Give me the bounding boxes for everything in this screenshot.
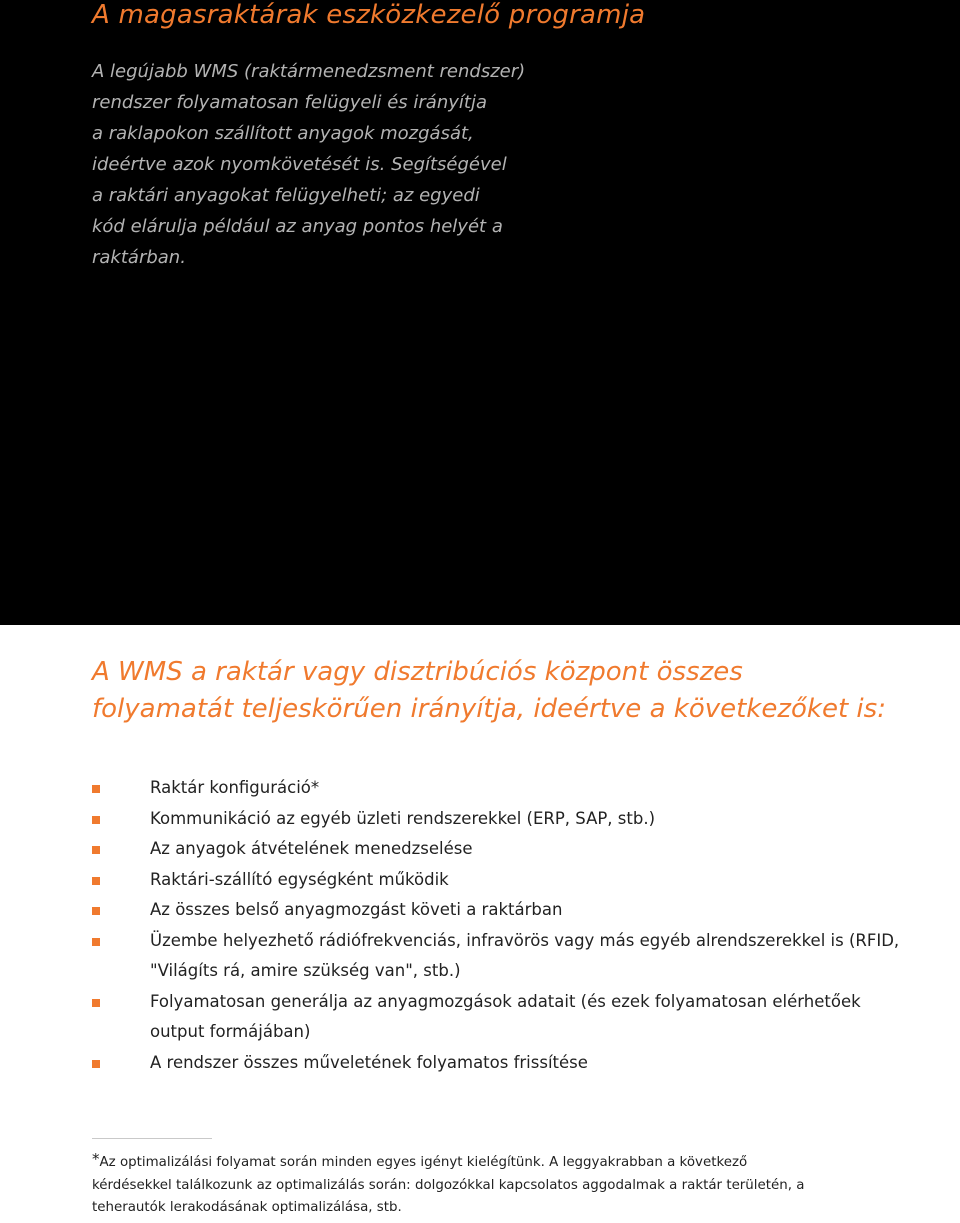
section-heading-line: A WMS a raktár vagy disztribúciós központ összes bbox=[92, 657, 743, 687]
list-item bbox=[92, 1048, 922, 1079]
hero-paragraph bbox=[92, 56, 562, 273]
list-item-text: Az összes belső anyagmozgást követi a raktárban bbox=[150, 900, 563, 919]
bullet-square-icon bbox=[92, 785, 100, 793]
footnote-line: teherautók lerakodásának optimalizálása, stb. bbox=[92, 1200, 402, 1215]
list-item bbox=[92, 773, 922, 804]
list-item bbox=[92, 895, 922, 926]
list-item-text: A rendszer összes műveletének folyamatos frissítése bbox=[150, 1052, 588, 1072]
hero-text-line: a raklapokon szállított anyagok mozgását, bbox=[92, 123, 474, 144]
list-item-text: Kommunikáció az egyéb üzleti rendszerekkel (ERP, SAP, stb.) bbox=[150, 808, 656, 828]
bullet-square-icon bbox=[92, 907, 100, 915]
hero-text-line: ideértve azok nyomkövetését is. Segítségével bbox=[92, 154, 507, 175]
hero-title: A magasraktárak eszközkezelő programja bbox=[92, 0, 646, 30]
list-item-text: Az anyagok átvételének menedzselése bbox=[150, 839, 473, 858]
list-item-text: Folyamatosan generálja az anyagmozgások adatait (és ezek folyamatosan elérhetőek bbox=[150, 991, 861, 1011]
bullet-square-icon bbox=[92, 1060, 100, 1068]
footnote bbox=[92, 1152, 922, 1220]
bullet-square-icon bbox=[92, 999, 100, 1007]
list-item bbox=[92, 865, 922, 896]
bullet-square-icon bbox=[92, 816, 100, 824]
list-item bbox=[92, 926, 922, 987]
bullet-square-icon bbox=[92, 877, 100, 885]
hero-text-line: A legújabb WMS (raktármenedzsment rendszer) bbox=[92, 61, 526, 82]
feature-list bbox=[92, 773, 922, 1078]
section-heading-line: folyamatát teljeskörűen irányítja, ideértve a következőket is: bbox=[92, 694, 886, 724]
footnote-marker: * bbox=[92, 1150, 100, 1168]
hero-text-line: kód elárulja például az anyag pontos helyét a bbox=[92, 216, 503, 237]
footnote-line: kérdésekkel találkozunk az optimalizálás során: dolgozókkal kapcsolatos aggodalmak a raktár területén, a bbox=[92, 1177, 805, 1193]
list-item bbox=[92, 804, 922, 835]
bullet-square-icon bbox=[92, 938, 100, 946]
section-heading bbox=[92, 654, 932, 728]
footnote-line-text: Az optimalizálási folyamat során minden egyes igényt kielégítünk. A leggyakrabban a következő bbox=[99, 1155, 748, 1170]
list-item-text: output formájában) bbox=[150, 1022, 311, 1041]
list-item bbox=[92, 834, 922, 865]
footnote-line bbox=[92, 1152, 922, 1175]
list-item-text: Üzembe helyezhető rádiófrekvenciás, infravörös vagy más egyéb alrendszerekkel is (RFID, bbox=[150, 930, 900, 950]
hero-text-line: rendszer folyamatosan felügyeli és irányítja bbox=[92, 92, 487, 113]
list-item-text: "Világíts rá, amire szükség van", stb.) bbox=[150, 961, 461, 980]
bullet-square-icon bbox=[92, 846, 100, 854]
list-item bbox=[92, 987, 922, 1048]
footnote-divider bbox=[92, 1138, 212, 1139]
list-item-text: Raktári-szállító egységként működik bbox=[150, 869, 449, 889]
hero-text-line: raktárban. bbox=[92, 247, 186, 268]
hero-text-line: a raktári anyagokat felügyelheti; az egyedi bbox=[92, 185, 480, 206]
list-item-text: Raktár konfiguráció* bbox=[150, 778, 320, 797]
